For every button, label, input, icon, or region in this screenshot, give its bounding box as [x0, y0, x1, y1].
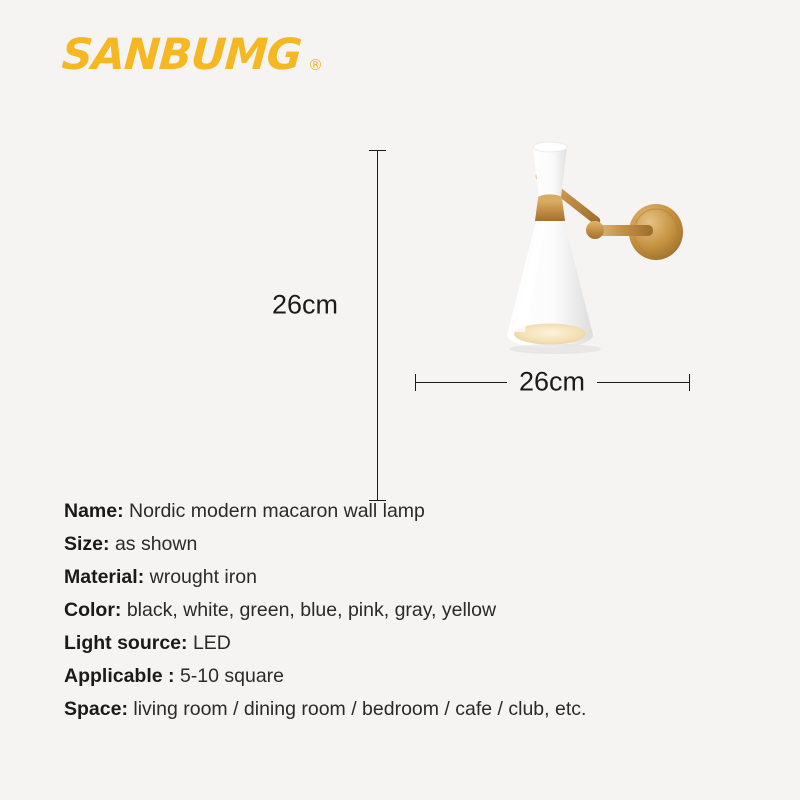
spec-label: Applicable : — [64, 665, 175, 687]
brand-name: SANBUMG — [60, 30, 303, 80]
spec-row — [64, 561, 744, 594]
spec-value: black, white, green, blue, pink, gray, yellow — [126, 599, 497, 621]
spec-value: as shown — [114, 533, 198, 555]
spec-row — [64, 594, 744, 627]
height-dimension-label: 26cm — [272, 289, 339, 320]
product-spec-list — [64, 495, 744, 726]
width-dimension-label: 26cm — [507, 365, 597, 400]
spec-row — [64, 627, 744, 660]
spec-label: Light source: — [64, 632, 188, 654]
height-dimension-cap-top — [369, 150, 386, 151]
spec-row — [64, 693, 744, 726]
spec-value: 5-10 square — [179, 665, 285, 687]
brand-logo — [60, 30, 324, 80]
spec-value: LED — [192, 632, 231, 654]
spec-label: Material: — [64, 566, 145, 588]
spec-row — [64, 495, 744, 528]
spec-label: Color: — [64, 599, 122, 621]
spec-value: living room / dining room / bedroom / cafe / club, etc. — [133, 698, 587, 720]
registered-trademark-icon: ® — [308, 56, 324, 74]
wall-lamp-graphic — [405, 135, 695, 385]
spec-row — [64, 528, 744, 561]
spec-value: Nordic modern macaron wall lamp — [129, 500, 425, 522]
spec-label: Size: — [64, 533, 110, 555]
spec-value: wrought iron — [149, 566, 257, 588]
spec-row — [64, 660, 744, 693]
height-dimension-line — [377, 150, 378, 500]
product-illustration — [272, 130, 730, 410]
spec-label: Name: — [64, 500, 124, 522]
spec-label: Space: — [64, 698, 128, 720]
